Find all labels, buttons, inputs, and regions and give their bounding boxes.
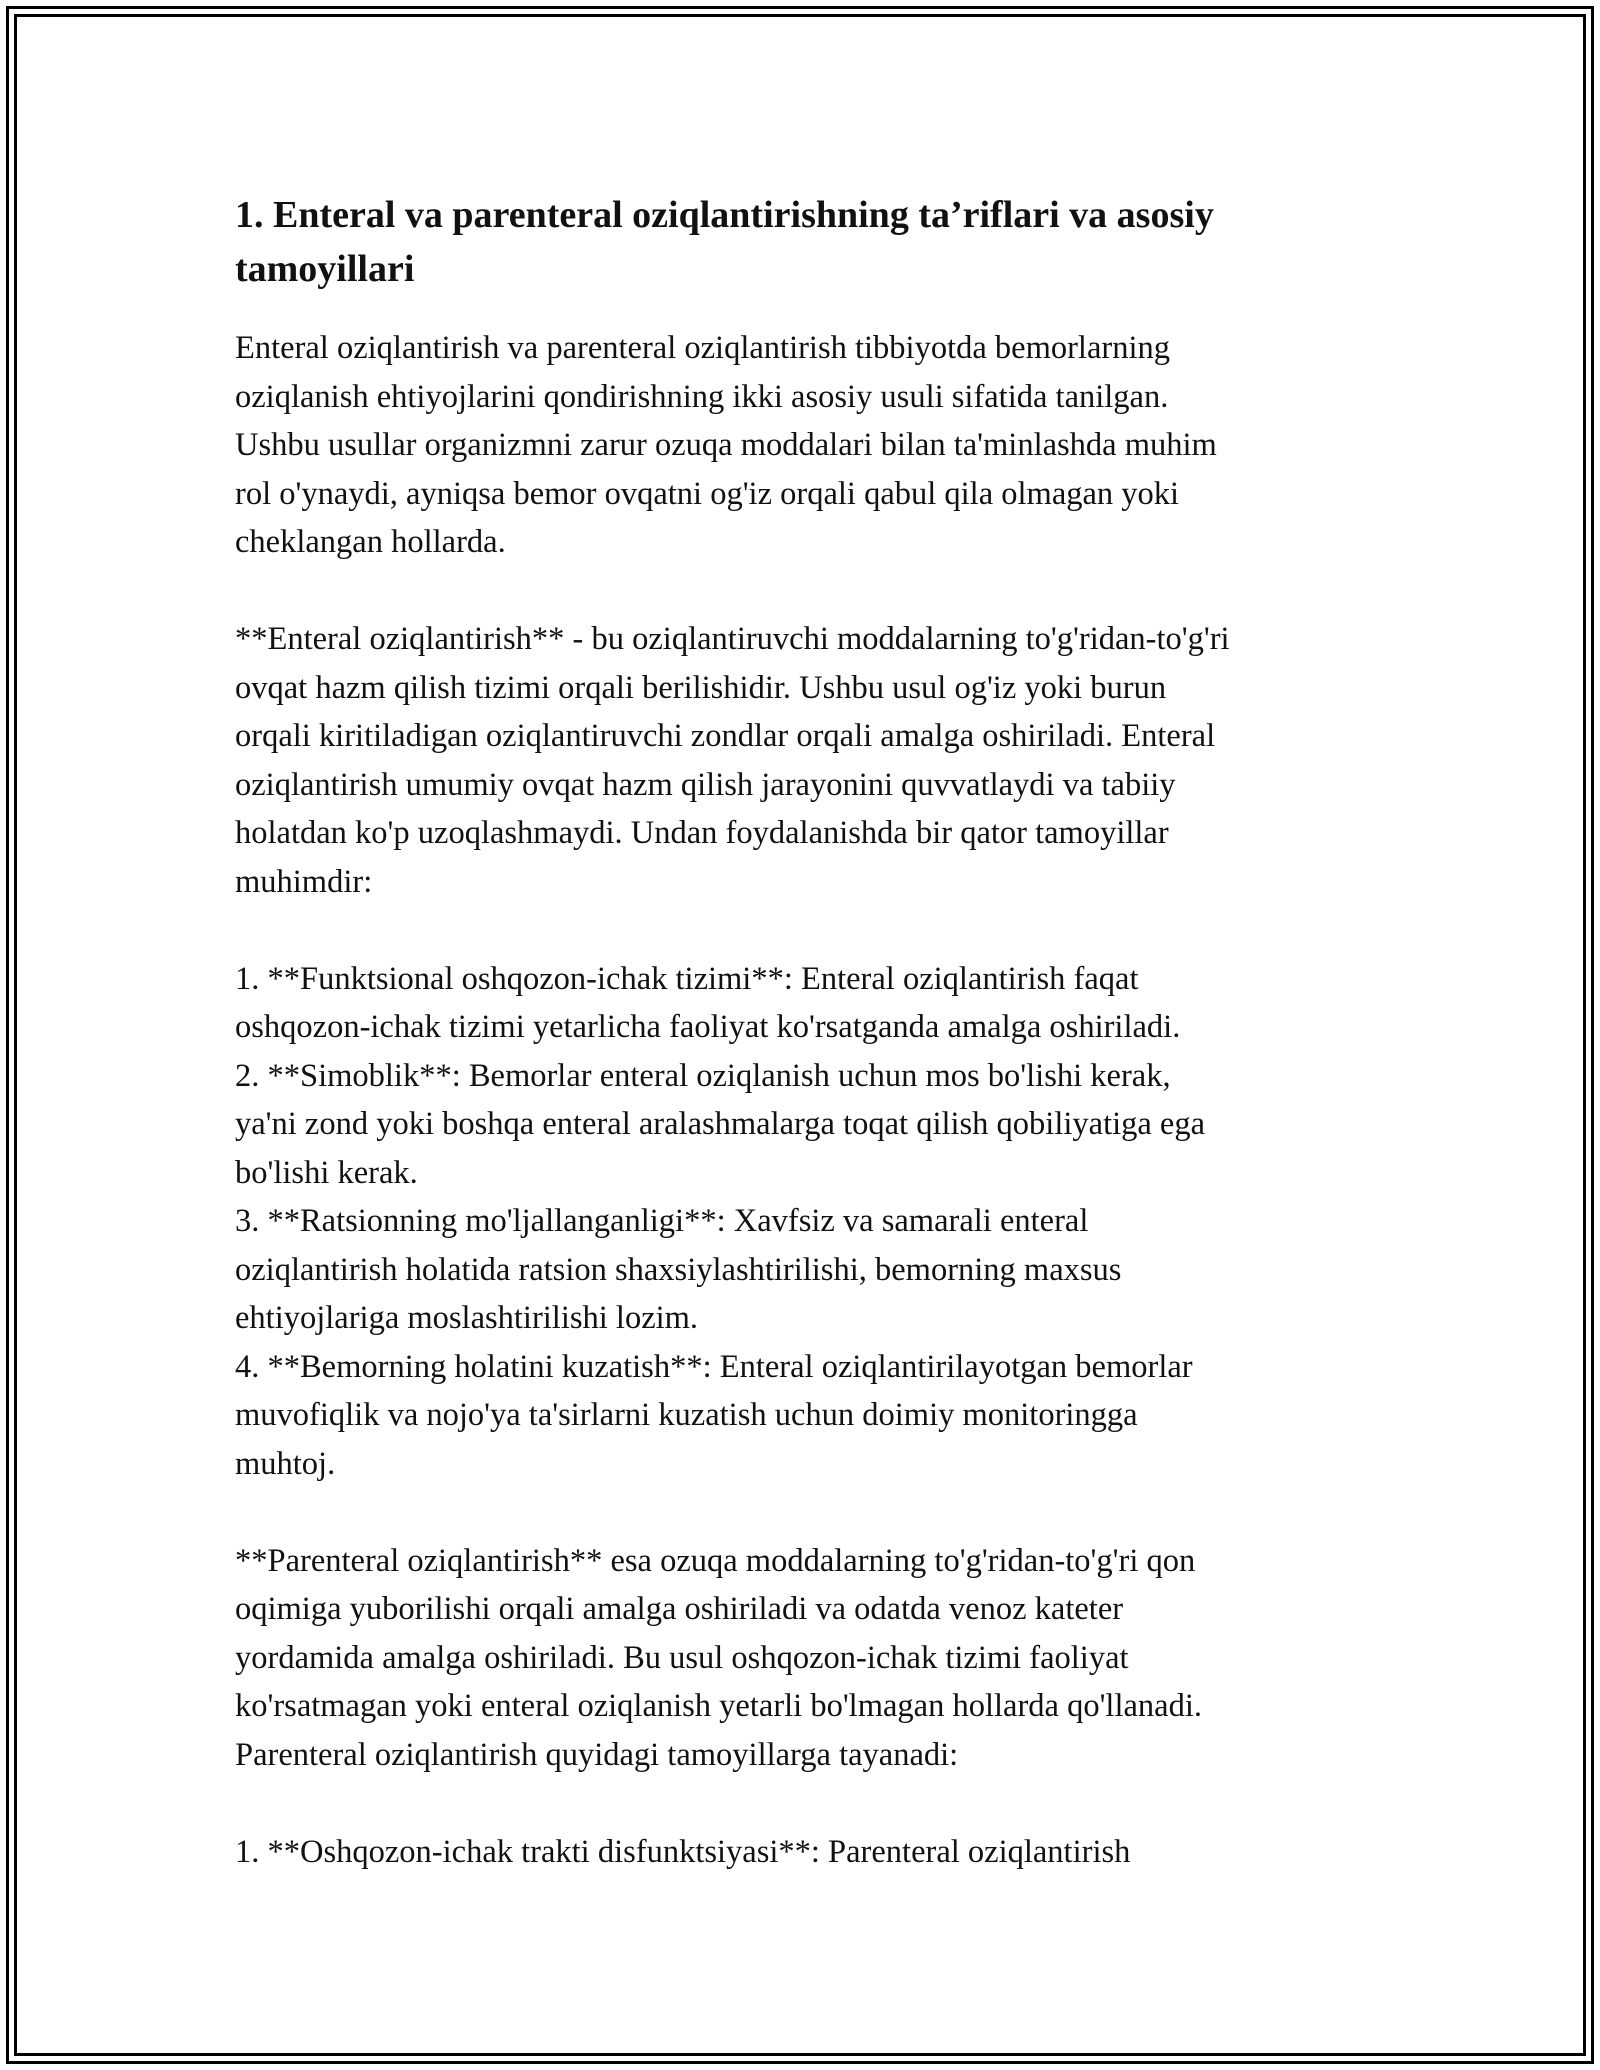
paragraph-gap [235,567,1365,616]
text-line: Ushbu usullar organizmni zarur ozuqa moddalari bilan ta'minlashda muhim [235,427,1217,463]
list-line: 1. **Oshqozon-ichak trakti disfunktsiyasi**: Parenteral oziqlantirish [235,1833,1131,1870]
enteral-paragraph [235,615,1365,906]
text-line: orqali kiritiladigan oziqlantiruvchi zondlar orqali amalga oshiriladi. Enteral [235,718,1216,754]
text-line: Parenteral oziqlantirish quyidagi tamoyillarga tayanadi: [235,1736,959,1773]
list-line: oshqozon-ichak tizimi yetarlicha faoliyat ko'rsatganda amalga oshiriladi. [235,1009,1181,1045]
list-line: 2. **Simoblik**: Bemorlar enteral oziqlanish uchun mos bo'lishi kerak, [235,1057,1171,1094]
text-line: ovqat hazm qilish tizimi orqali berilishidir. Ushbu usul og'iz yoki burun [235,669,1167,706]
text-line: Enteral oziqlantirish va parenteral oziqlantirish tibbiyotda bemorlarning [235,330,1170,366]
heading-line: tamoyillari [235,248,415,290]
text-line: oqimiga yuborilishi orqali amalga oshiriladi va odatda venoz kateter [235,1591,1124,1627]
paragraph-gap [235,1779,1365,1828]
intro-paragraph [235,324,1365,567]
paragraph-gap [235,906,1365,955]
parenteral-principles-list [235,1828,1365,1877]
list-line: muvofiqlik va nojo'ya ta'sirlarni kuzatish uchun doimiy monitoringga [235,1397,1138,1433]
text-line: oziqlanish ehtiyojlarini qondirishning ikki asosiy usuli sifatida tanilgan. [235,378,1169,415]
list-line: muhtoj. [235,1445,336,1482]
text-line: yordamida amalga oshiriladi. Bu usul oshqozon-ichak tizimi faoliyat [235,1639,1129,1676]
list-line: 1. **Funktsional oshqozon-ichak tizimi**: Enteral oziqlantirish faqat [235,960,1139,997]
list-line: ya'ni zond yoki boshqa enteral aralashmalarga toqat qilish qobiliyatiga ega [235,1106,1206,1142]
list-line: 3. **Ratsionning mo'ljallanganligi**: Xavfsiz va samarali enteral [235,1203,1089,1239]
enteral-principles-list [235,955,1365,1489]
heading-line: 1. Enteral va parenteral oziqlantirishning ta’riflari va asosiy [235,194,1214,236]
paragraph-gap [235,1488,1365,1537]
document-body [235,188,1365,1876]
text-line: ko'rsatmagan yoki enteral oziqlanish yetarli bo'lmagan hollarda qo'llanadi. [235,1688,1202,1724]
list-line: 4. **Bemorning holatini kuzatish**: Enteral oziqlantirilayotgan bemorlar [235,1348,1193,1385]
text-line: oziqlantirish umumiy ovqat hazm qilish jarayonini quvvatlaydi va tabiiy [235,766,1176,803]
list-line: ehtiyojlariga moslashtirilishi lozim. [235,1300,699,1336]
text-line: **Parenteral oziqlantirish** esa ozuqa moddalarning to'g'ridan-to'g'ri qon [235,1542,1196,1579]
text-line: rol o'ynaydi, ayniqsa bemor ovqatni og'iz orqali qabul qila olmagan yoki [235,475,1180,512]
text-line: **Enteral oziqlantirish** - bu oziqlantiruvchi moddalarning to'g'ridan-to'g'ri [235,621,1230,657]
text-line: muhimdir: [235,863,373,900]
list-line: bo'lishi kerak. [235,1154,418,1191]
parenteral-paragraph [235,1537,1365,1780]
text-line: holatdan ko'p uzoqlashmaydi. Undan foydalanishda bir qator tamoyillar [235,815,1169,851]
text-line: cheklangan hollarda. [235,524,506,560]
section-heading [235,188,1365,296]
list-line: oziqlantirish holatida ratsion shaxsiylashtirilishi, bemorning maxsus [235,1251,1122,1288]
